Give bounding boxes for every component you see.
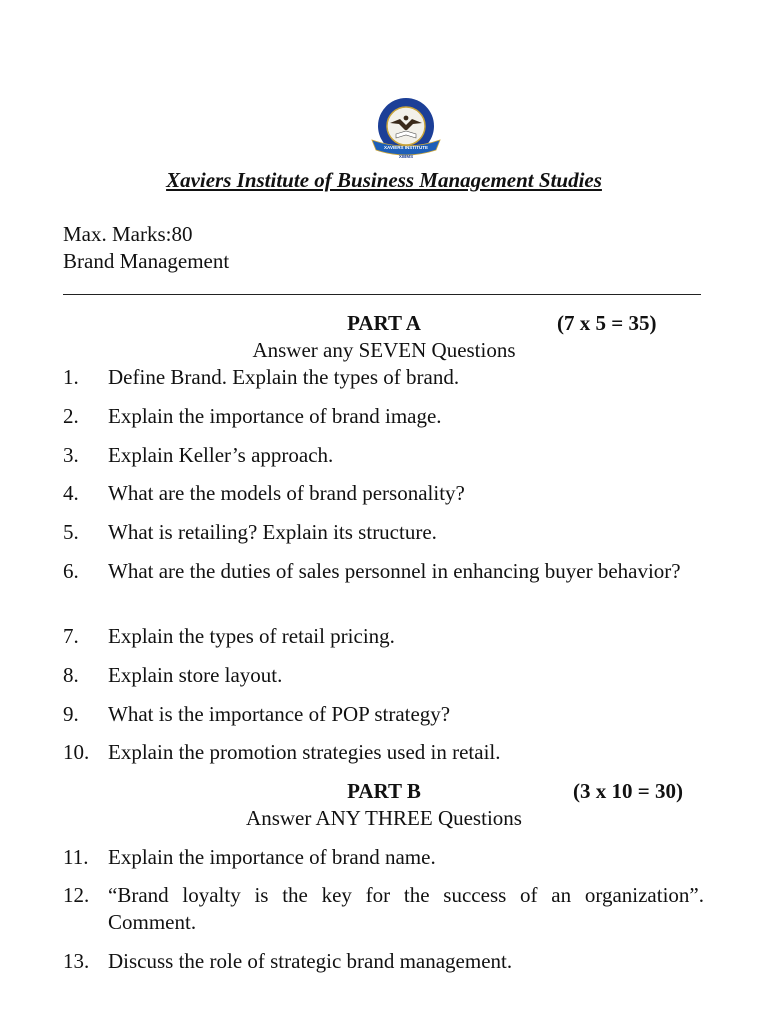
question-number: 10. [63,740,90,764]
question-number: 1. [63,365,79,389]
part-b-marks: (3 x 10 = 30) [573,779,683,803]
institute-logo [366,96,446,164]
question-text: What are the duties of sales personnel in enhancing buyer behavior? [108,559,681,583]
part-a-marks: (7 x 5 = 35) [557,311,657,335]
subject-name: Brand Management [63,249,230,273]
question-item [63,519,704,546]
question-number: 4. [63,481,79,505]
question-number: 5. [63,520,79,544]
question-text: Define Brand. Explain the types of brand. [108,365,460,389]
question-text: What is retailing? Explain its structure. [108,520,437,544]
logo-abbr: XIBMS [398,154,414,159]
question-item [63,480,704,507]
question-text: Explain the importance of brand image. [108,404,442,428]
question-item [63,701,704,728]
question-item [63,403,704,430]
question-number: 3. [63,443,79,467]
question-number: 7. [63,624,79,648]
part-a-title: PART A [347,311,421,335]
question-item [63,442,704,469]
institute-name: Xaviers Institute of Business Management Studies [166,168,602,192]
question-number: 6. [63,559,79,583]
question-text: Explain the importance of brand name. [108,845,436,869]
question-item [63,623,704,650]
question-number: 12. [63,883,90,907]
question-text: Explain store layout. [108,663,283,687]
question-number: 13. [63,949,90,973]
divider [63,294,701,295]
question-item [63,882,704,936]
question-item [63,558,704,585]
question-item [63,948,704,975]
question-number: 11. [63,845,89,869]
question-item [63,844,704,871]
question-item [63,662,704,689]
question-text: Explain the types of retail pricing. [108,624,395,648]
question-text: Discuss the role of strategic brand management. [108,949,513,973]
part-b-instruction: Answer ANY THREE Questions [246,806,522,830]
question-item [63,364,704,391]
question-number: 8. [63,663,79,687]
question-item [63,739,704,766]
question-text: Explain the promotion strategies used in retail. [108,740,501,764]
question-number: 2. [63,404,79,428]
part-b-title: PART B [347,779,421,803]
question-text: What are the models of brand personality? [108,481,465,505]
question-text: Explain Keller’s approach. [108,443,334,467]
max-marks: Max. Marks:80 [63,222,193,246]
part-a-instruction: Answer any SEVEN Questions [252,338,516,362]
question-number: 9. [63,702,79,726]
question-text: “Brand loyalty is the key for the success of an organization”. Comment. [108,883,704,934]
question-text: What is the importance of POP strategy? [108,702,451,726]
ribbon-text: XAVIERS INSTITUTE [384,145,428,150]
